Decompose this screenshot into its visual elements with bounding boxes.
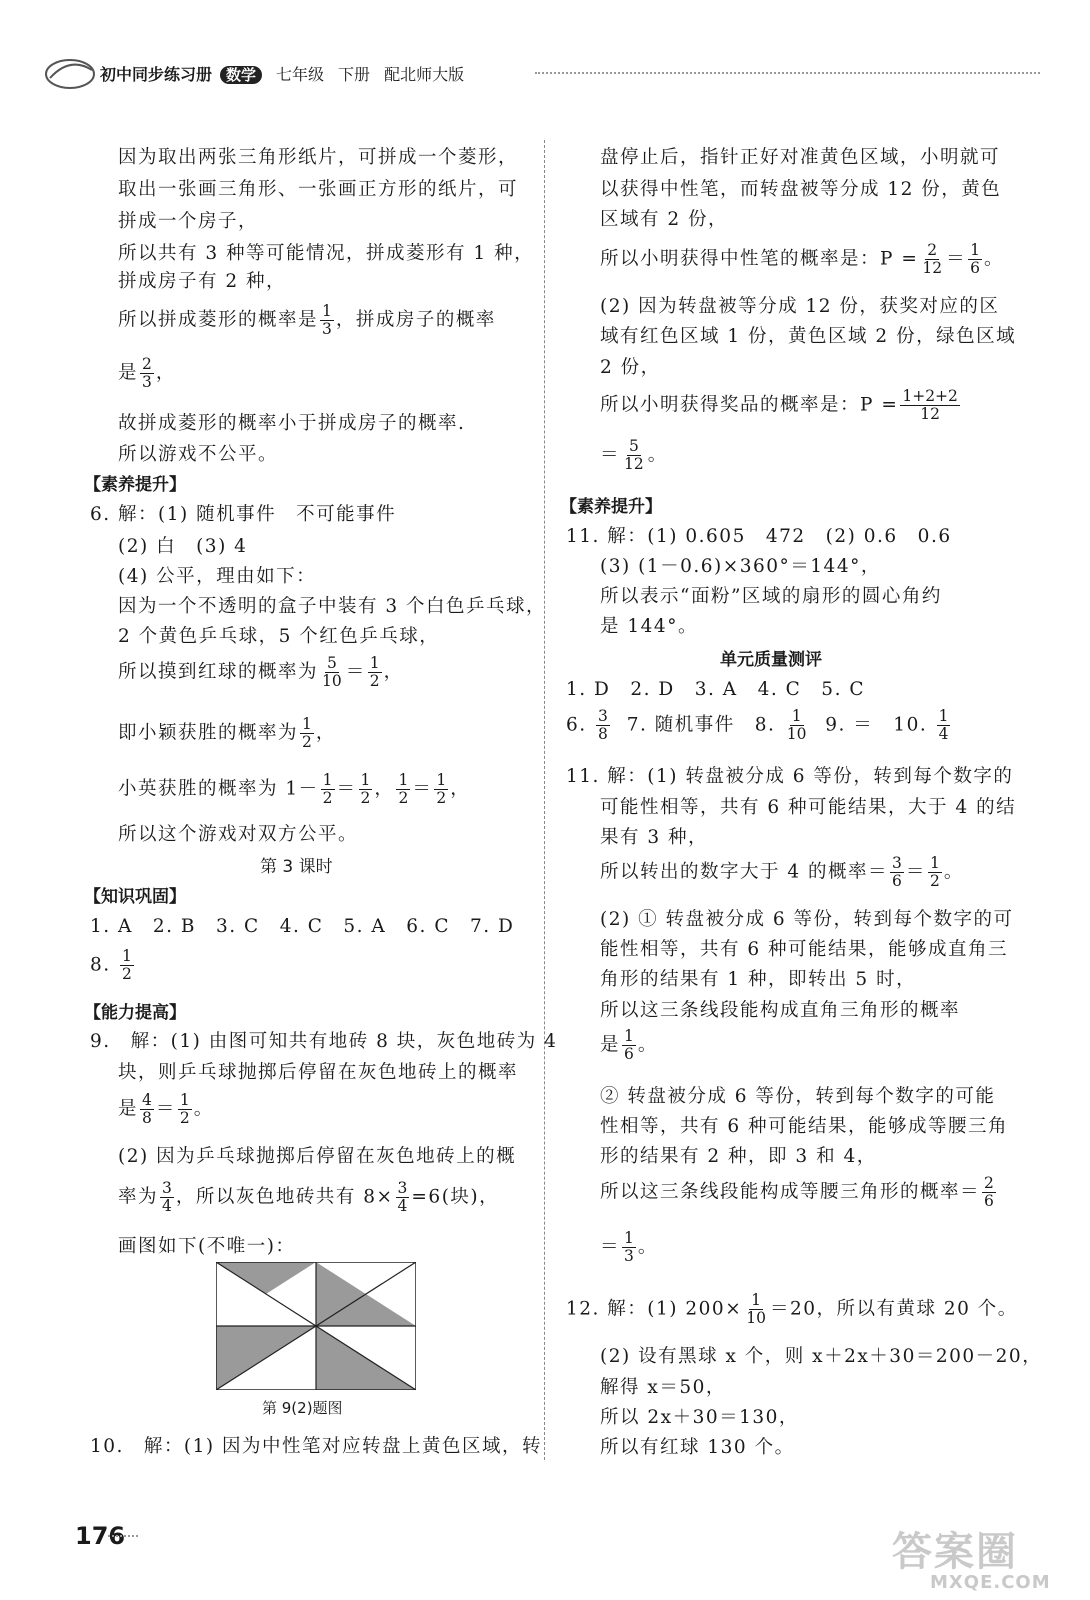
volume: 下册 xyxy=(338,65,371,84)
text-line: (3) (1－0.6)×360°＝144°， xyxy=(600,556,881,577)
text-line: (2) ① 转盘被分成 6 等份，转到每个数字的可 xyxy=(600,909,1014,930)
text-line: 即小颖获胜的概率为 $\frac{1}{2}$ ， xyxy=(118,715,336,752)
section-heading: 【素养提升】 xyxy=(84,475,186,495)
text-line: 8. $\frac{1}{2}$ xyxy=(90,947,132,984)
text-line: 故拼成菱形的概率小于拼成房子的概率. xyxy=(118,413,466,434)
section-heading: 【素养提升】 xyxy=(560,497,662,517)
text-line: 形的结果有 2 种，即 3 和 4， xyxy=(600,1146,877,1167)
text-line: 所以拼成菱形的概率是 $\frac{1}{3}$ ，拼成房子的概率 xyxy=(118,302,496,339)
text-line: 所以 2x＋30＝130， xyxy=(600,1407,799,1428)
lesson-title: 第 3 课时 xyxy=(260,857,333,877)
watermark-logo: 答案圈 xyxy=(892,1529,1018,1575)
footer-rule xyxy=(108,1535,138,1537)
header-rule xyxy=(535,72,1040,74)
text-line: 所以小明获得奖品的概率是：P = $\frac{1+2+2}{12}$ xyxy=(600,387,958,424)
text-line: 是 144°。 xyxy=(600,616,698,637)
text-line: 取出一张画三角形、一张画正方形的纸片，可 xyxy=(118,179,519,200)
page-number: 176 xyxy=(75,1522,126,1550)
text-line: 所以表示“面粉”区域的扇形的圆心角约 xyxy=(600,586,942,607)
text-line: ＝ $\frac{1}{3}$ 。 xyxy=(600,1229,658,1266)
text-line: 所以有红球 130 个。 xyxy=(600,1437,795,1458)
text-line: 所以这三条线段能构成等腰三角形的概率＝ $\frac{2}{6}$ xyxy=(600,1174,994,1211)
text-line: 果有 3 种， xyxy=(600,827,709,848)
figure-caption: 第 9(2)题图 xyxy=(262,1399,343,1417)
text-line: 拼成房子有 2 种， xyxy=(118,271,287,292)
text-line: 率为 $\frac{3}{4}$ ，所以灰色地砖共有 8× $\frac{3}{4}$ =6(块)， xyxy=(118,1179,500,1216)
tile-figure xyxy=(216,1262,416,1394)
column-divider xyxy=(544,140,545,1460)
text-line: 区域有 2 份， xyxy=(600,209,729,230)
text-line: 性相等，共有 6 种可能结果，能够成等腰三角 xyxy=(600,1116,1009,1137)
text-line: 2 份， xyxy=(600,357,661,378)
edition: 配北师大版 xyxy=(384,65,465,84)
text-line: 角形的结果有 1 种，即转出 5 时， xyxy=(600,969,917,990)
text-line: ② 转盘被分成 6 等份，转到每个数字的可能 xyxy=(600,1086,996,1107)
text-line: 块，则乒乓球抛掷后停留在灰色地砖上的概率 xyxy=(118,1062,519,1083)
text-line: 6. $\frac{3}{8}$ 7. 随机事件 8. $\frac{1}{10}$ 9. ＝ 10. $\frac{1}{4}$ xyxy=(566,707,949,744)
text-line: 6. 解：(1) 随机事件 不可能事件 xyxy=(90,504,397,525)
text-line: (2) 白 (3) 4 xyxy=(118,536,248,557)
text-line: (2) 因为转盘被等分成 12 份，获奖对应的区 xyxy=(600,296,1000,317)
text-line: 所以游戏不公平。 xyxy=(118,444,279,465)
text-line: 所以摸到红球的概率为 $\frac{5}{10}$ ＝ $\frac{1}{2}$ ， xyxy=(118,654,404,691)
grade: 七年级 xyxy=(276,65,325,84)
text-line: 所以这个游戏对双方公平。 xyxy=(118,824,359,845)
page-header xyxy=(100,62,464,85)
text-line: 是 $\frac{4}{8}$ ＝ $\frac{1}{2}$ 。 xyxy=(118,1091,214,1128)
text-line: 所以小明获得中性笔的概率是：P = $\frac{2}{12}$ ＝ $\frac{1}{6}$ 。 xyxy=(600,241,1004,278)
text-line: 域有红色区域 1 份，黄色区域 2 份，绿色区域 xyxy=(600,326,1017,347)
text-line: 10. 解：(1) 因为中性笔对应转盘上黄色区域，转 xyxy=(90,1436,543,1457)
text-line: 11. 解：(1) 转盘被分成 6 等份，转到每个数字的 xyxy=(566,766,1014,787)
text-line: 因为一个不透明的盒子中装有 3 个白色乒乓球， xyxy=(118,596,547,617)
header-logo xyxy=(42,52,98,96)
book-title: 初中同步练习册 xyxy=(100,65,213,84)
text-line: 所以这三条线段能构成直角三角形的概率 xyxy=(600,1000,961,1021)
text-line: (2) 设有黑球 x 个，则 x＋2x＋30＝200－20， xyxy=(600,1346,1043,1367)
text-line: 因为取出两张三角形纸片，可拼成一个菱形， xyxy=(118,147,519,168)
text-line: 1. A 2. B 3. C 4. C 5. A 6. C 7. D xyxy=(90,916,515,937)
text-line: 画图如下(不唯一)： xyxy=(118,1236,296,1257)
text-line: 盘停止后，指针正好对准黄色区域，小明就可 xyxy=(600,147,1001,168)
text-line: 能性相等，共有 6 种可能结果，能够成直角三 xyxy=(600,939,1009,960)
text-line: 所以共有 3 种等可能情况，拼成菱形有 1 种， xyxy=(118,243,535,264)
text-line: 解得 x＝50， xyxy=(600,1377,726,1398)
text-line: 11. 解：(1) 0.605 472 (2) 0.6 0.6 xyxy=(566,526,952,547)
text-line: 12. 解：(1) 200× $\frac{1}{10}$ ＝20，所以有黄球 20 个。 xyxy=(566,1291,1018,1328)
subject-badge: 数学 xyxy=(220,66,262,84)
section-heading: 【能力提高】 xyxy=(84,1003,186,1023)
text-line: 所以转出的数字大于 4 的概率＝ $\frac{3}{6}$ ＝ $\frac{1}{2}$ 。 xyxy=(600,854,964,891)
text-line: (2) 因为乒乓球抛掷后停留在灰色地砖上的概 xyxy=(118,1146,517,1167)
text-line: 是 $\frac{2}{3}$ ， xyxy=(118,355,176,392)
text-line: 拼成一个房子， xyxy=(118,211,259,232)
text-line: ＝ $\frac{5}{12}$ 。 xyxy=(600,437,668,474)
text-line: (4) 公平，理由如下： xyxy=(118,566,317,587)
unit-title: 单元质量测评 xyxy=(720,650,822,670)
text-line: 9. 解：(1) 由图可知共有地砖 8 块，灰色地砖为 4 xyxy=(90,1031,558,1052)
text-line: 2 个黄色乒乓球，5 个红色乒乓球， xyxy=(118,626,440,647)
text-line: 是 $\frac{1}{6}$ 。 xyxy=(600,1027,658,1064)
text-line: 1. D 2. D 3. A 4. C 5. C xyxy=(566,679,865,700)
watermark-url: MXQE.COM xyxy=(930,1572,1051,1593)
text-line: 可能性相等，共有 6 种可能结果，大于 4 的结 xyxy=(600,797,1017,818)
text-line: 以获得中性笔，而转盘被等分成 12 份，黄色 xyxy=(600,179,1002,200)
section-heading: 【知识巩固】 xyxy=(84,887,186,907)
text-line: 小英获胜的概率为 1－ $\frac{1}{2}$ ＝ $\frac{1}{2}$ ， $\frac{1}{2}$ ＝ $\frac{1}{2}$ ， xyxy=(118,771,471,808)
